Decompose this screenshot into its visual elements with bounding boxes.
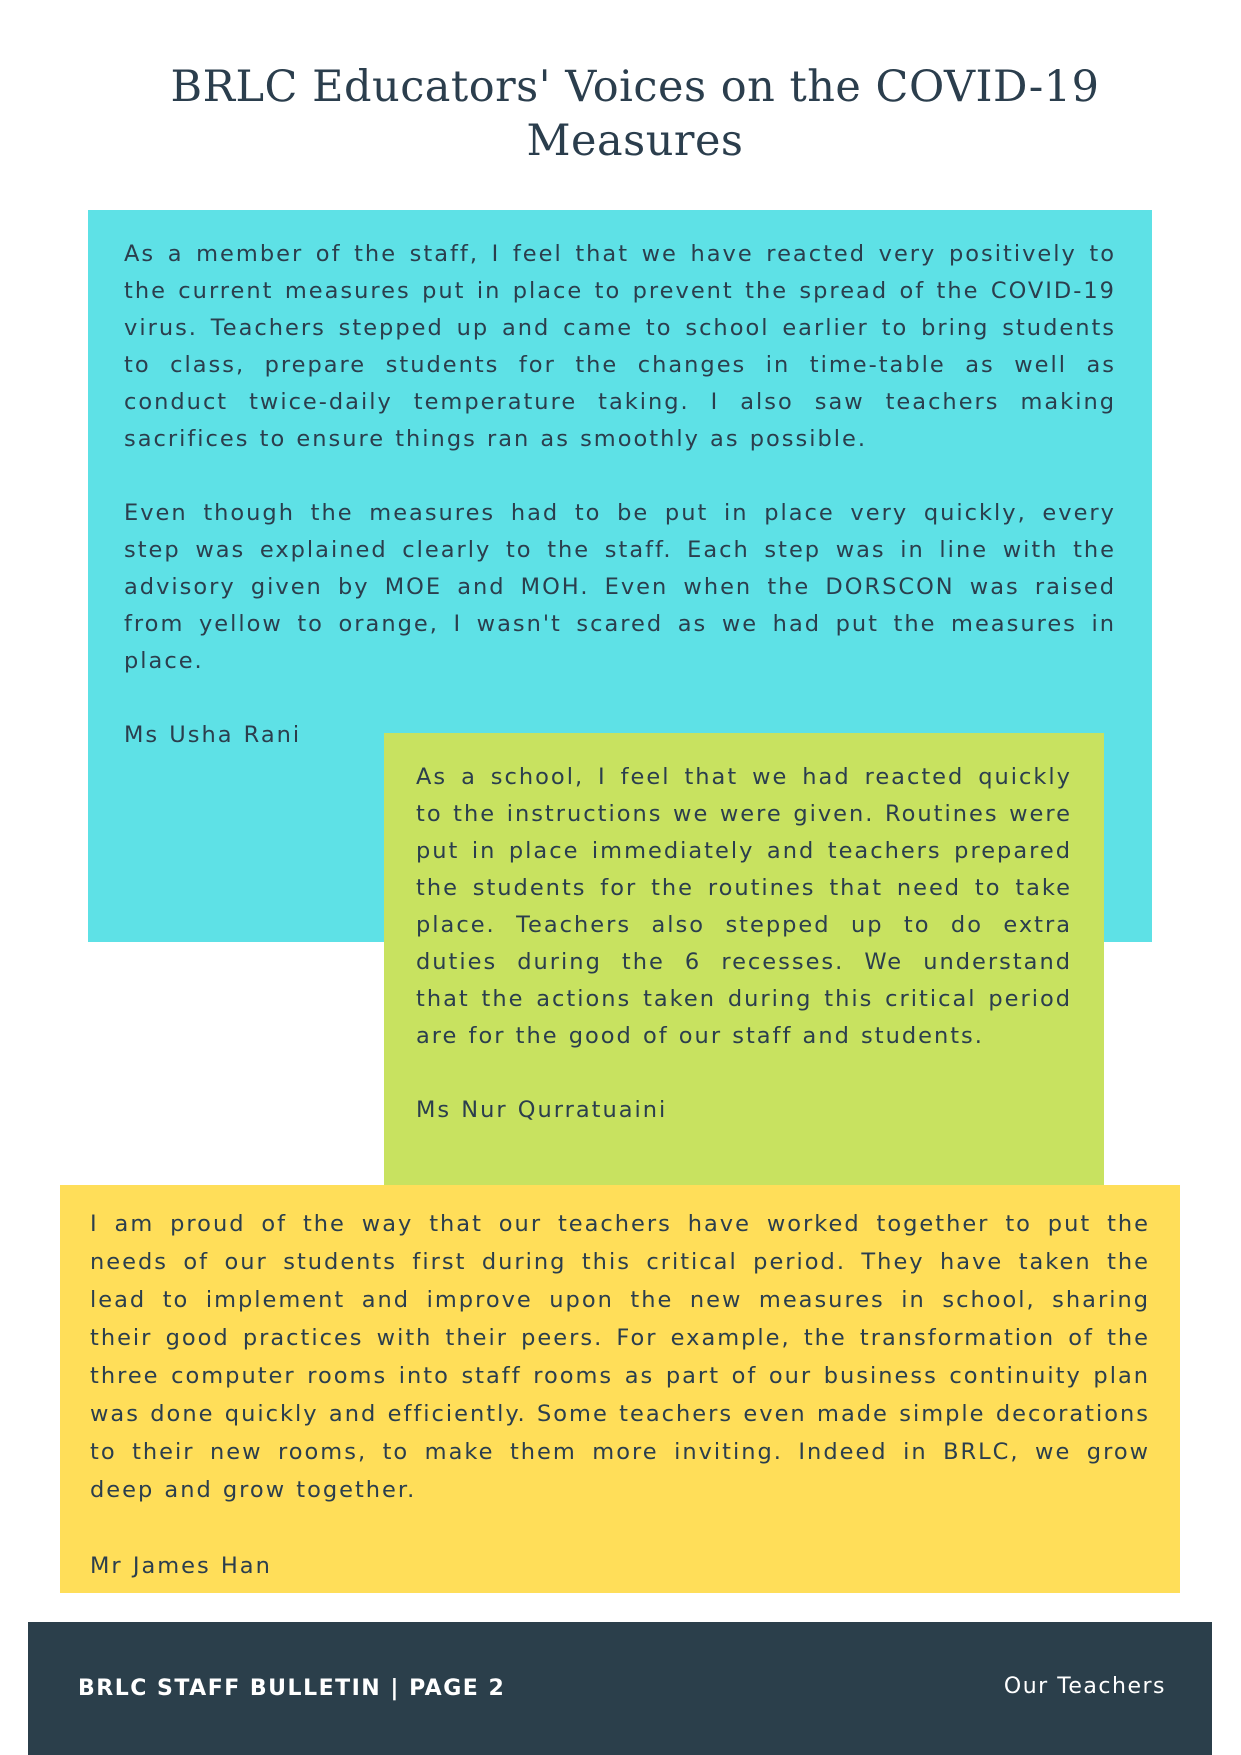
testimonial-paragraph: I am proud of the way that our teachers have worked together to put the needs of our students first during this critical period. They have taken the lead to implement and improve upon the new measures in school, sharing their good practices with their peers. For example, the transformation of the three computer rooms into staff rooms as part of our business continuity plan was done quickly and efficiently. Some teachers even made simple decorations to their new rooms, to make them more inviting. Indeed in BRLC, we grow deep and grow together. bbox=[90, 1211, 1150, 1503]
footer-bulletin-label: BRLC STAFF BULLETIN | PAGE 2 bbox=[78, 1676, 506, 1701]
testimonial-paragraph: As a school, I feel that we had reacted quickly to the instructions we were given. Routines were put in place immediately and teachers prepared the students for the routines that need to take place. Teachers also stepped up to do extra duties during the 6 recesses. We understand that the actions taken during this critical period are for the good of our staff and students. bbox=[416, 764, 1072, 1049]
page-title: BRLC Educators' Voices on the COVID-19 Measures bbox=[170, 62, 1100, 166]
testimonial-james-han bbox=[60, 1185, 1180, 1593]
testimonial-nur-qurratuaini bbox=[384, 733, 1104, 1185]
testimonial-author: Ms Nur Qurratuaini bbox=[416, 1097, 668, 1123]
testimonial-paragraph: Even though the measures had to be put in place very quickly, every step was explained clearly to the staff. Each step was in line with the advisory given by MOE and MOH. Even when the DORSCON was raised from yellow to orange, I wasn't scared as we had put the measures in place. bbox=[124, 500, 1116, 674]
page-footer bbox=[28, 1622, 1212, 1755]
testimonial-author: Ms Usha Rani bbox=[124, 722, 302, 748]
footer-section-label: Our Teachers bbox=[1003, 1674, 1166, 1699]
testimonial-author: Mr James Han bbox=[90, 1553, 272, 1579]
testimonial-paragraph: As a member of the staff, I feel that we have reacted very positively to the current measures put in place to prevent the spread of the COVID-19 virus. Teachers stepped up and came to school earlier to bring students to class, prepare students for the changes in time-table as well as conduct twice-daily temperature taking. I also saw teachers making sacrifices to ensure things ran as smoothly as possible. bbox=[124, 241, 1116, 452]
